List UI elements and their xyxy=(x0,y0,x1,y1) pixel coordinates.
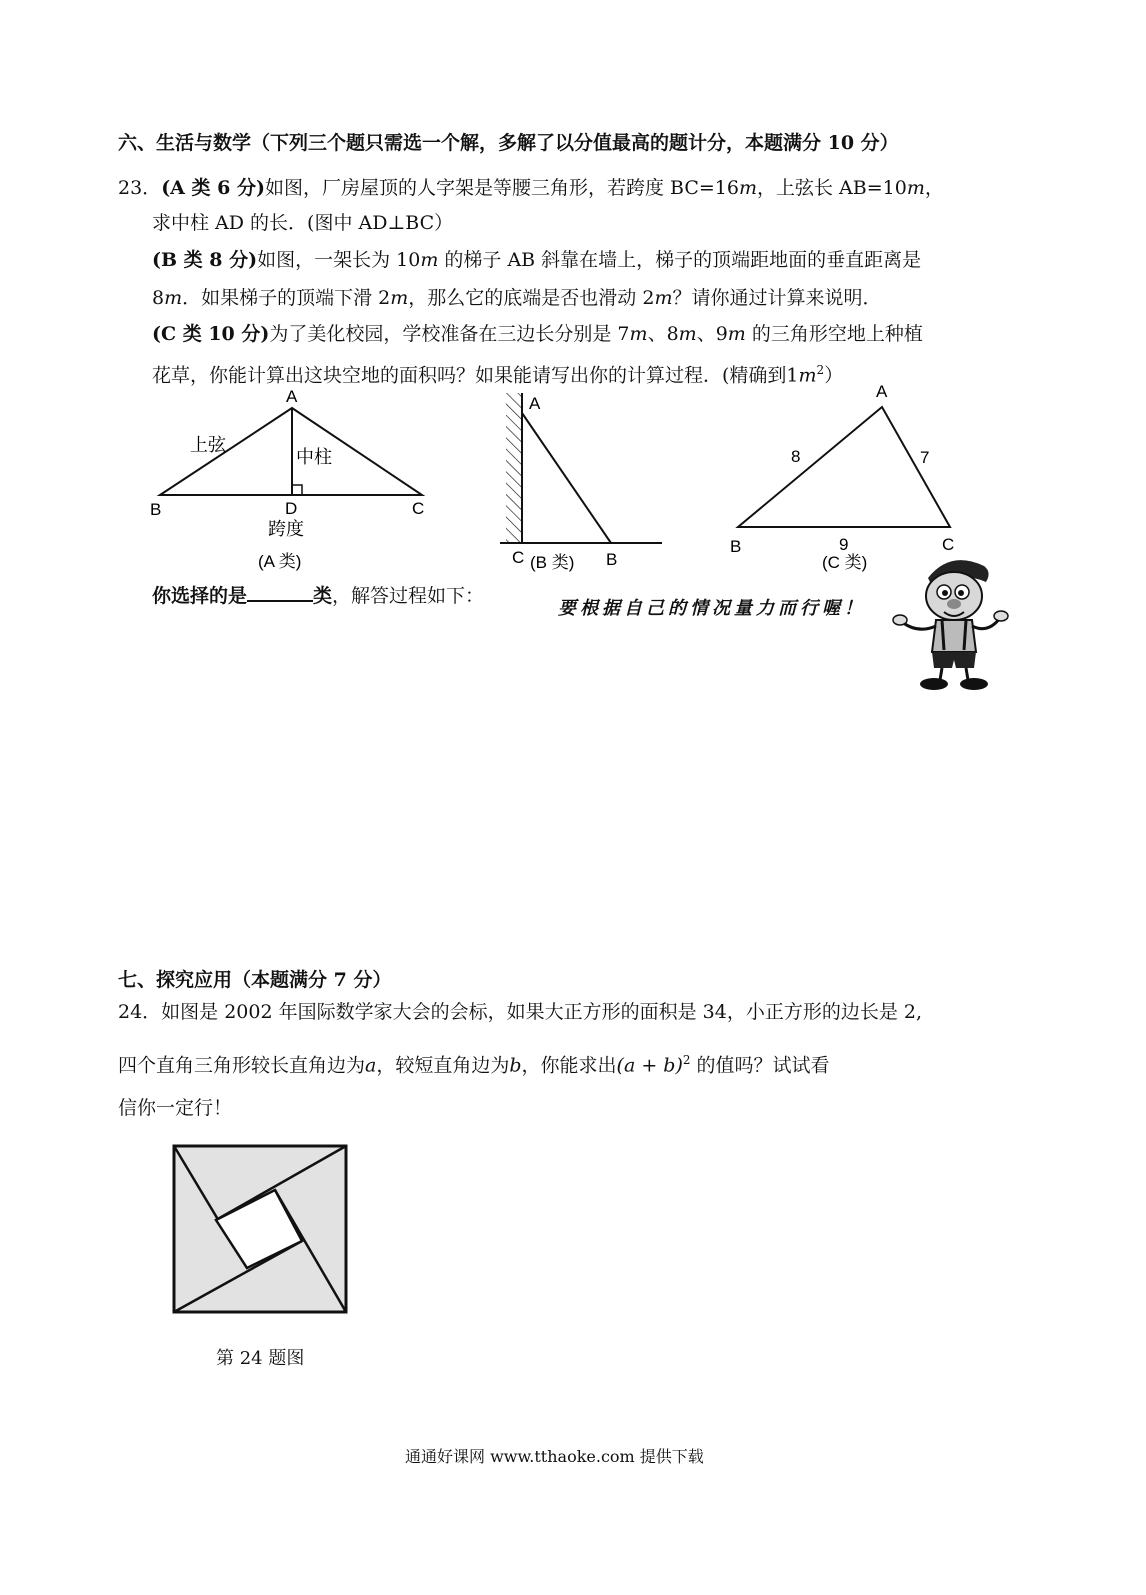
right-angle-mark xyxy=(292,485,302,495)
label-b: B xyxy=(730,537,742,556)
label-a: A xyxy=(286,387,298,406)
unit: m xyxy=(727,323,746,345)
label-d: D xyxy=(285,499,298,518)
q23-b-text-4: ．如果梯子的顶端下滑 2 xyxy=(182,287,391,309)
choice-line xyxy=(152,582,484,609)
q24-text-4: 的值吗？试试看 xyxy=(690,1054,830,1077)
wall-hatch xyxy=(506,393,522,543)
superscript: 2 xyxy=(816,363,825,377)
side-bc-length: 9 xyxy=(839,535,849,554)
q23-line-1 xyxy=(118,175,944,201)
q24-text-1: 四个直角三角形较长直角边为 xyxy=(118,1054,366,1077)
side-ac-length: 7 xyxy=(920,448,930,467)
ladder-line xyxy=(522,413,611,543)
figure-24 xyxy=(172,1144,350,1316)
q23-c-text-2: 、8 xyxy=(647,323,679,345)
var-a: a xyxy=(365,1054,377,1077)
label-span: 跨度 xyxy=(268,519,304,539)
label-pillar: 中柱 xyxy=(296,447,332,467)
unit: m xyxy=(390,287,409,309)
cartoon-mascot-image xyxy=(888,548,1012,694)
choice-prompt: 你选择的是 xyxy=(152,585,248,607)
var-b: b xyxy=(509,1054,522,1077)
triangle-abc xyxy=(738,407,950,527)
caption-b: (B 类) xyxy=(530,553,575,572)
mascot-shorts xyxy=(932,652,976,668)
section-7-heading: 七、探究应用（本题满分 7 分） xyxy=(118,969,392,991)
unit: m xyxy=(738,177,758,199)
q24-text-3: ，你能求出 xyxy=(521,1054,617,1077)
q23-b-tag: (B 类 8 分) xyxy=(152,249,258,271)
q23-a-line-2: 求中柱 AD 的长．(图中 AD⊥BC） xyxy=(152,212,454,234)
mascot-head xyxy=(926,572,982,620)
caption-a: (A 类) xyxy=(258,552,302,571)
unit: m xyxy=(420,249,439,271)
q23-b-text-3: 8 xyxy=(152,287,165,309)
q23-b-text-2: 的梯子 AB 斜靠在墙上，梯子的顶端距地面的垂直距离是 xyxy=(438,249,922,271)
label-c: C xyxy=(512,548,525,567)
label-upper-chord: 上弦 xyxy=(190,435,226,455)
expression: (a + b) xyxy=(616,1054,683,1077)
figure-a xyxy=(140,383,440,573)
q23-c-text-3: 、9 xyxy=(696,323,728,345)
q24-line-2 xyxy=(118,1047,830,1078)
superscript: 2 xyxy=(682,1053,691,1067)
q23-number: 23． xyxy=(118,177,162,199)
unit: m xyxy=(678,323,697,345)
label-b: B xyxy=(606,550,618,569)
q23-c-line-1 xyxy=(152,321,923,347)
q23-a-tag: (A 类 6 分) xyxy=(161,177,265,199)
q23-b-text-1: 如图，一架长为 10 xyxy=(257,249,421,271)
unit: m xyxy=(798,364,817,387)
q23-c-text-4: 的三角形空地上种植 xyxy=(745,323,923,345)
q23-a-text-2: ，上弦长 AB=10 xyxy=(757,177,907,199)
q23-c-text-5: 花草，你能计算出这块空地的面积吗？如果能请写出你的计算过程．(精确到1 xyxy=(152,364,799,387)
q23-c-tag: (C 类 10 分) xyxy=(152,323,270,345)
q23-b-line-1 xyxy=(152,247,921,273)
q23-c-text-6: ） xyxy=(824,364,844,387)
q23-c-text-1: 为了美化校园，学校准备在三边长分别是 7 xyxy=(269,323,630,345)
label-a: A xyxy=(876,382,888,401)
label-a: A xyxy=(529,394,541,413)
label-c: C xyxy=(942,535,955,554)
label-c: C xyxy=(412,499,425,518)
q23-b-text-6: ？请你通过计算来说明． xyxy=(672,287,882,309)
side-ab-length: 8 xyxy=(791,447,801,466)
unit: m xyxy=(164,287,183,309)
unit: m xyxy=(629,323,648,345)
choice-tail: ，解答过程如下： xyxy=(332,585,485,607)
q23-b-line-2 xyxy=(152,285,881,311)
label-b: B xyxy=(150,500,162,519)
unit: m xyxy=(654,287,673,309)
mascot-body xyxy=(932,620,976,652)
q23-b-text-5: ，那么它的底端是否也滑动 2 xyxy=(408,287,655,309)
choice-unit: 类 xyxy=(313,585,333,607)
caption-c: (C 类) xyxy=(822,553,868,572)
figure-b xyxy=(496,383,676,578)
encouragement-slogan: 要根据自己的情况量力而行喔！ xyxy=(558,598,866,619)
unit: m xyxy=(906,177,925,199)
q24-line-3: 信你一定行！ xyxy=(118,1097,233,1119)
mascot-shoe-left xyxy=(920,678,948,690)
choice-blank[interactable] xyxy=(247,582,313,602)
q23-a-text-1: 如图，厂房屋顶的人字架是等腰三角形，若跨度 BC=16 xyxy=(264,177,739,199)
q23-a-text-3: ， xyxy=(924,177,944,199)
q24-line-1: 24．如图是 2002 年国际数学家大会的会标，如果大正方形的面积是 34，小正方形的边长是 2, xyxy=(118,1001,922,1023)
q24-text-2: ，较短直角边为 xyxy=(376,1054,510,1077)
figure-24-caption: 第 24 题图 xyxy=(216,1348,305,1369)
page-footer: 通通好课网 www.tthaoke.com 提供下载 xyxy=(405,1447,704,1466)
mascot-shoe-right xyxy=(960,678,988,690)
section-6-heading: 六、生活与数学（下列三个题只需选一个解，多解了以分值最高的题计分，本题满分 10 分） xyxy=(118,132,899,154)
